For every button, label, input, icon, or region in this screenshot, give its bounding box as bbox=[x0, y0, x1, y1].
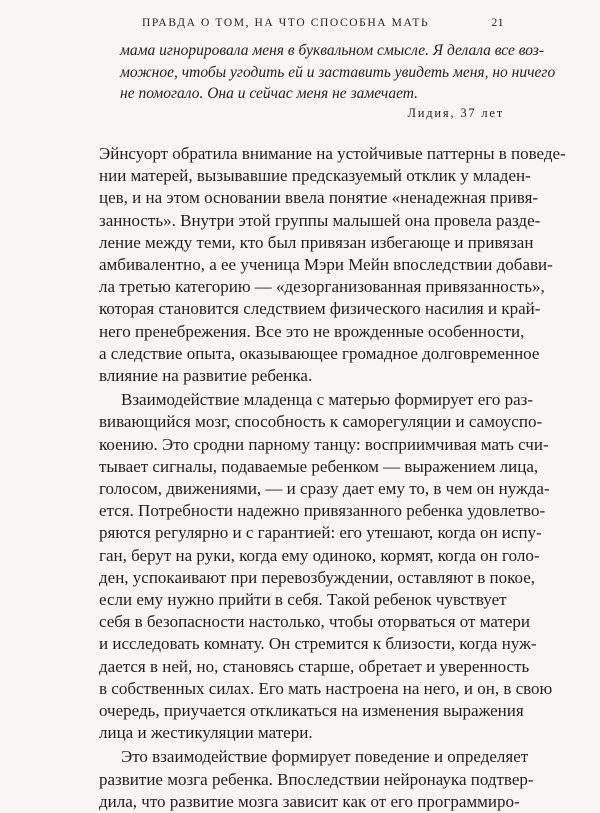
text-line: очередь, приучается откликаться на изменения выражения bbox=[99, 701, 524, 721]
text-line: дила, что развитие мозга зависит как от его программиро- bbox=[99, 791, 520, 811]
running-head bbox=[98, 17, 504, 35]
text-line: Взаимодействие младенца с матерью формирует его раз- bbox=[121, 390, 534, 410]
page-number: 21 bbox=[491, 17, 504, 29]
text-line: ган, берут на руки, когда ему одиноко, кормят, когда он голо- bbox=[99, 545, 540, 565]
epigraph-quote bbox=[120, 40, 556, 105]
text-line: ла третью категорию — «дезорганизованная привязанность», bbox=[99, 277, 545, 297]
text-line: и исследовать комнату. Он стремится к близости, когда нуж- bbox=[99, 634, 537, 654]
text-line: а следствие опыта, оказывающее громадное долговременное bbox=[99, 343, 540, 363]
epigraph-attribution: Лидия, 37 лет bbox=[407, 106, 504, 120]
text-line: ден, успокаивают при перевозбуждении, оставляют в покое, bbox=[99, 567, 536, 587]
text-line: влияние на развитие ребенка. bbox=[99, 366, 313, 386]
body-text bbox=[99, 143, 566, 813]
text-line: в собственных силах. Его мать настроена на него, и он, в свою bbox=[99, 678, 553, 698]
text-line: ется. Потребности надежно привязанного ребенка удовлетво- bbox=[99, 501, 546, 521]
text-line: амбивалентно, а ее ученица Мэри Мейн впоследствии добави- bbox=[99, 255, 553, 275]
text-line: ление между теми, кто был привязан избегающе и привязан bbox=[99, 232, 534, 252]
text-line: коению. Это сродни парному танцу: восприимчивая мать счи- bbox=[99, 434, 549, 454]
text-line: если ему нужно прийти в себя. Такой ребенок чувствует bbox=[99, 590, 507, 610]
text-line: ряются регулярно и с гарантией: его утешают, когда он испу- bbox=[99, 523, 542, 543]
paragraph-1 bbox=[99, 143, 566, 387]
text-line: развитие мозга ребенка. Впоследствии нейронаука подтвер- bbox=[99, 769, 534, 789]
text-line: него пренебрежения. Все это не врожденные особенности, bbox=[99, 321, 525, 341]
text-line: себя в безопасности настолько, чтобы оторваться от матери bbox=[99, 612, 531, 632]
text-line: нии матерей, вызывавшие предсказуемый отклик у младен- bbox=[99, 166, 531, 186]
text-line: голосом, движениями, — и сразу дает ему то, в чем он нужда- bbox=[99, 479, 550, 499]
epigraph-line: можное, чтобы угодить ей и заставить увидеть меня, но ничего bbox=[120, 63, 556, 81]
text-line: занность». Внутри этой группы малышей она провела разде- bbox=[99, 210, 541, 230]
text-line: вивающийся мозг, способность к саморегуляции и самоуспо- bbox=[99, 412, 543, 432]
text-line: дается в ней, но, становясь старше, обретает и уверенность bbox=[99, 656, 530, 676]
epigraph-line: мама игнорировала меня в буквальном смысле. Я делала все воз- bbox=[120, 42, 545, 59]
text-line: цев, и на этом основании ввела понятие «ненадежная привя- bbox=[99, 188, 539, 208]
text-line: которая становится следствием физического насилия и край- bbox=[99, 299, 541, 319]
text-line: тывает сигналы, подаваемые ребенком — выражением лица, bbox=[99, 456, 539, 476]
epigraph-line: не помогало. Она и сейчас меня не замечает. bbox=[120, 85, 419, 102]
paragraph-3 bbox=[99, 746, 534, 813]
text-line: Это взаимодействие формирует поведение и определяет bbox=[121, 747, 529, 767]
chapter-title: ПРАВДА О ТОМ, НА ЧТО СПОСОБНА МАТЬ bbox=[142, 17, 430, 29]
text-line: лица и жестикуляции матери. bbox=[99, 723, 313, 743]
paragraph-2 bbox=[99, 389, 553, 744]
text-line: Эйнсуорт обратила внимание на устойчивые паттерны в поведе- bbox=[99, 144, 566, 163]
